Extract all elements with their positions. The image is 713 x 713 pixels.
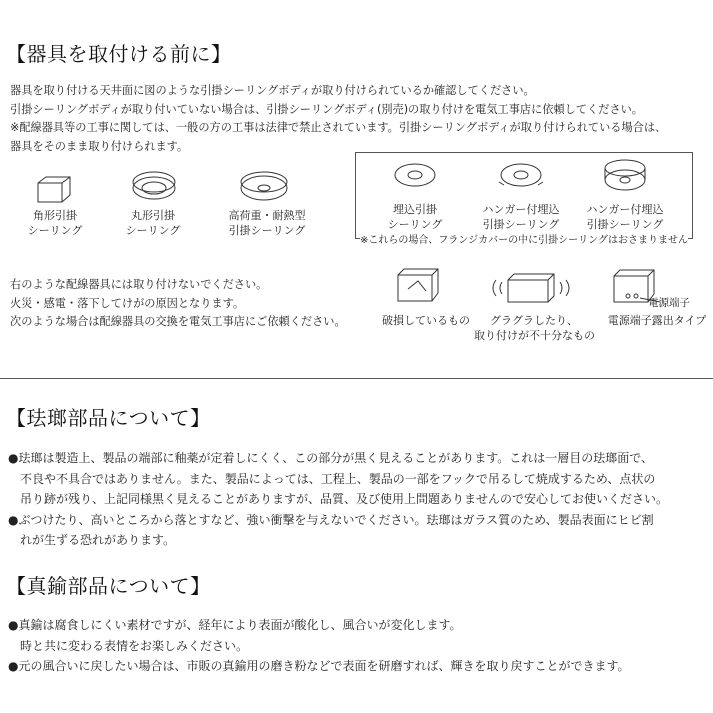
heavy-ceiling-illustration — [238, 168, 290, 208]
embedded-ceiling-illustration — [392, 160, 438, 190]
type-label: ハンガー付埋込 引掛シーリング — [586, 203, 664, 231]
type-label: 高荷重・耐熱型 引掛シーリング — [228, 209, 306, 237]
section-title-before-install: 【器具を取付ける前に】 — [6, 42, 232, 66]
type-label: ハンガー付埋込 引掛シーリング — [482, 203, 560, 231]
text-line: 器具をそのまま取り付けられます。 — [10, 139, 189, 153]
hanger-embedded-illustration-2 — [600, 158, 650, 194]
text-line: 引掛シーリングボディが取り付いていない場合は、引掛シーリングボディ(別売)の取り付けを電気工事店に依頼してください。 — [10, 102, 643, 116]
brass-text: ●真鍮は腐食しにくい素材ですが、経年により表面が酸化し、風合いが変化します。 時と共に変わる表情をお楽しみください。 ●元の風合いに戻したい場合は、市販の真鍮用の磨き粉などで表面を研磨すれば、輝きを取り戻すことができます。 — [8, 618, 630, 673]
divider — [0, 378, 713, 379]
type-label: 角形引掛 シーリング — [27, 209, 83, 237]
bad-label: グラグラしたり、 取り付けが不十分なもの — [474, 314, 595, 342]
text-line: 器具を取り付ける天井面に図のような引掛シーリングボディが取り付けられているか確認してください。 — [10, 84, 535, 97]
round-ceiling-illustration — [130, 168, 178, 208]
terminal-label: 電源端子 — [648, 297, 690, 309]
bad-label: 破損しているもの — [382, 314, 470, 327]
bad-label: 電源端子露出タイプ — [607, 314, 707, 327]
loose-ceiling-illustration — [486, 268, 578, 308]
type-label: 埋込引掛 シーリング — [387, 203, 443, 231]
type-label: 丸形引掛 シーリング — [125, 209, 181, 237]
intro-text — [10, 82, 666, 156]
broken-ceiling-illustration — [396, 265, 448, 305]
section-title-enamel: 【珐瑯部品について】 — [6, 406, 211, 430]
enamel-text: ●珐瑯は製造上、製品の端部に釉薬が定着しにくく、この部分が黒く見えることがあります。これは一層目の珐瑯面で、 不良や不具合ではありません。また、製品によっては、工程上、製品の一部をフックで吊るして焼成するため、点状の 吊り跡が残り、上記同様黒く見えることがありますが、品質、及び使用上問題ありませんので安心してお使いください。 ●ぶつけたり、高いところから落とすなど、強い衝撃を与えないでください。珐瑯はガラス質のため、製品表面にヒビ割 れが生ずる恐れがあります。 — [8, 451, 669, 547]
square-ceiling-illustration — [34, 175, 74, 205]
text-line: ※配線器具等の工事に関しては、一般の方の工事は法律で禁止されています。引掛シーリングボディが取り付けられている場合は、 — [10, 121, 667, 134]
box-note: ※これらの場合、フランジカバーの中に引掛シーリングはおさまりません — [360, 235, 688, 246]
warning-text: 右のような配線器具には取り付けないでください。 火災・感電・落下してけがの原因となります。 次のような場合は配線器具の交換を電気工事店にご依頼ください。 — [10, 278, 346, 328]
section-title-brass: 【真鍮部品について】 — [6, 574, 211, 598]
hanger-embedded-illustration — [496, 160, 546, 192]
